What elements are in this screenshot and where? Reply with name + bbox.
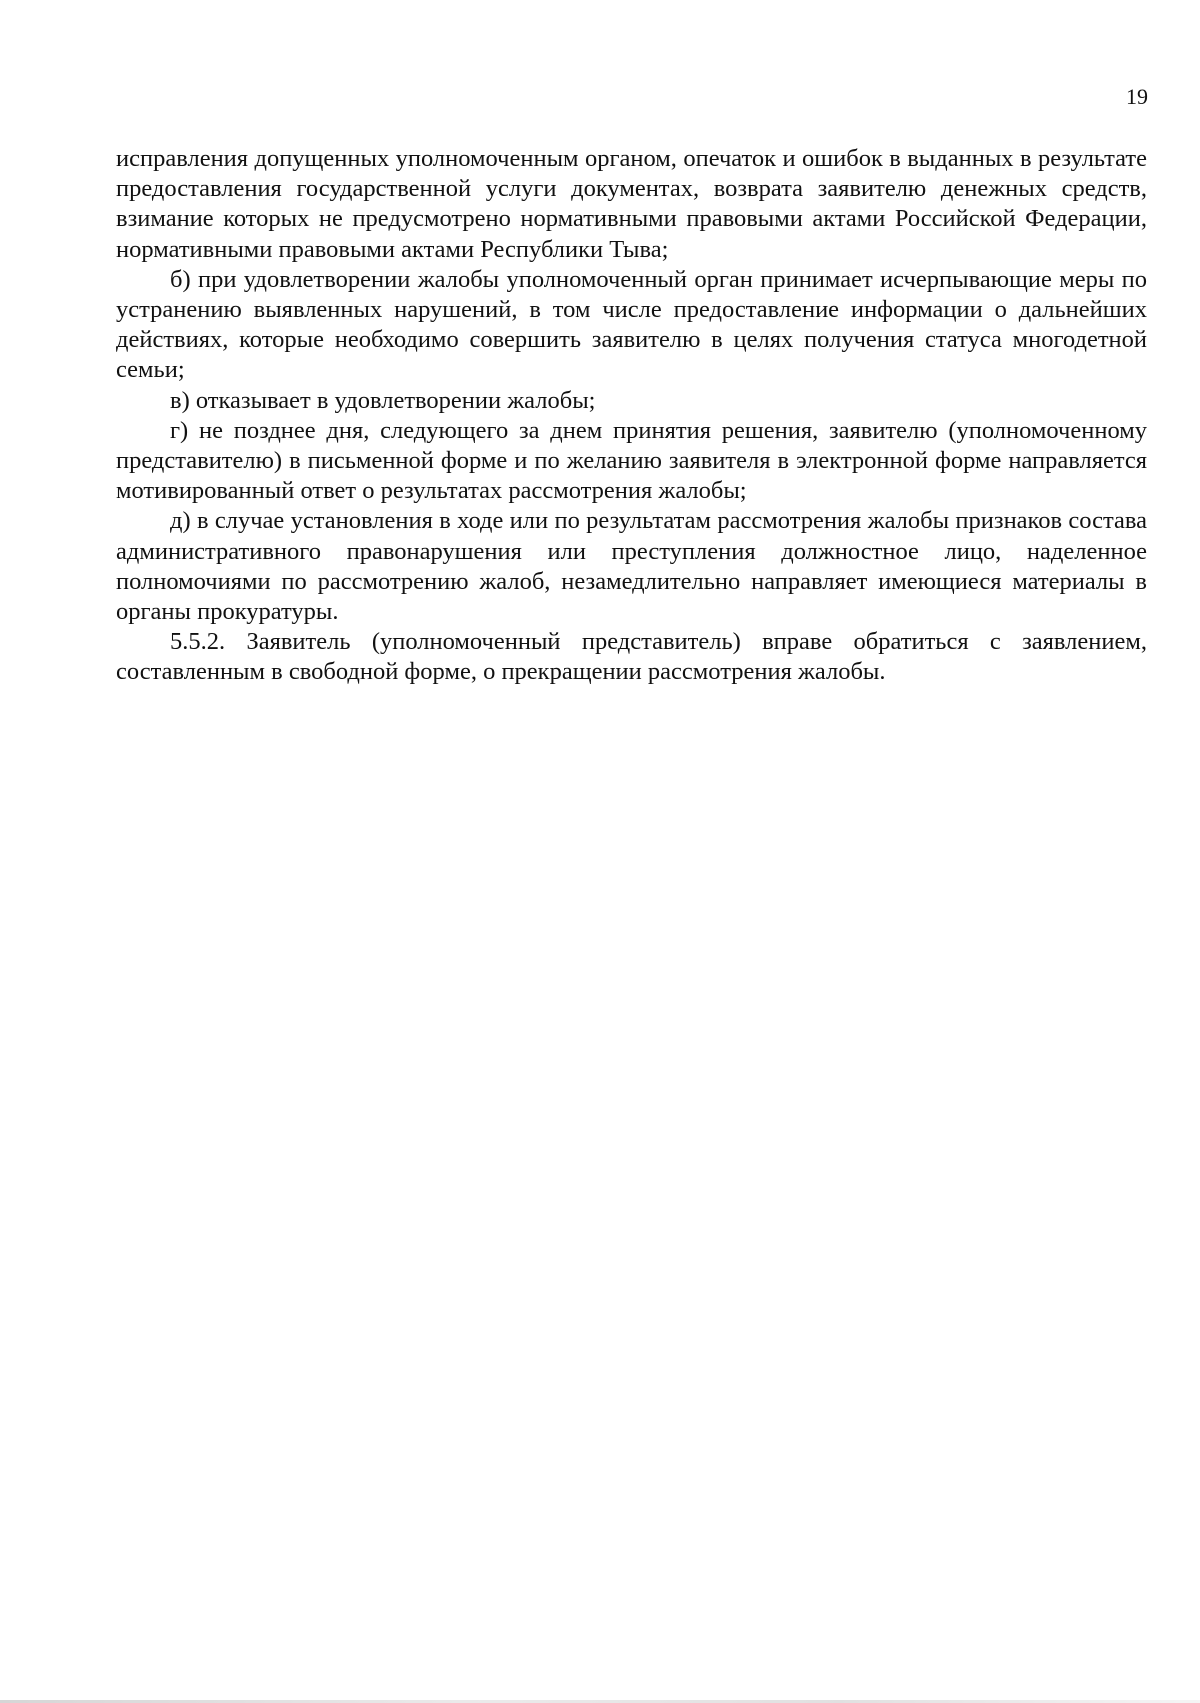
- paragraph-item-v: в) отказывает в удовлетворении жалобы;: [170, 386, 596, 414]
- document-body: [116, 144, 1147, 688]
- paragraph-item-d: д) в случае установления в ходе или по результатам рассмотрения жалобы признаков состава административного правонарушения или преступления должностное лицо, наделенное полномочиями по рассмотрению жалоб, незамедлительно направляет имеющиеся материалы в органы прокуратуры.: [116, 507, 1147, 626]
- page-number: 19: [1126, 84, 1148, 109]
- paragraph-item-b: б) при удовлетворении жалобы уполномоченный орган принимает исчерпывающие меры по устранению выявленных нарушений, в том числе предоставление информации о дальнейших действиях, которые необходимо совершить заявителю в целях получения статуса многодетной семьи;: [116, 265, 1147, 384]
- paragraph-5-5-2: 5.5.2. Заявитель (уполномоченный представитель) вправе обратиться с заявлением, составленным в свободной форме, о прекращении рассмотрения жалобы.: [116, 628, 1147, 686]
- paragraph-item-g: г) не позднее дня, следующего за днем принятия решения, заявителю (уполномоченному представителю) в письменной форме и по желанию заявителя в электронной форме направляется мотивированный ответ о результатах рассмотрения жалобы;: [116, 416, 1147, 505]
- paragraph-continuation: исправления допущенных уполномоченным органом, опечаток и ошибок в выданных в результате предоставления государственной услуги документах, возврата заявителю денежных средств, взимание которых не предусмотрено нормативными правовыми актами Российской Федерации, нормативными правовыми актами Республики Тыва;: [116, 145, 1147, 263]
